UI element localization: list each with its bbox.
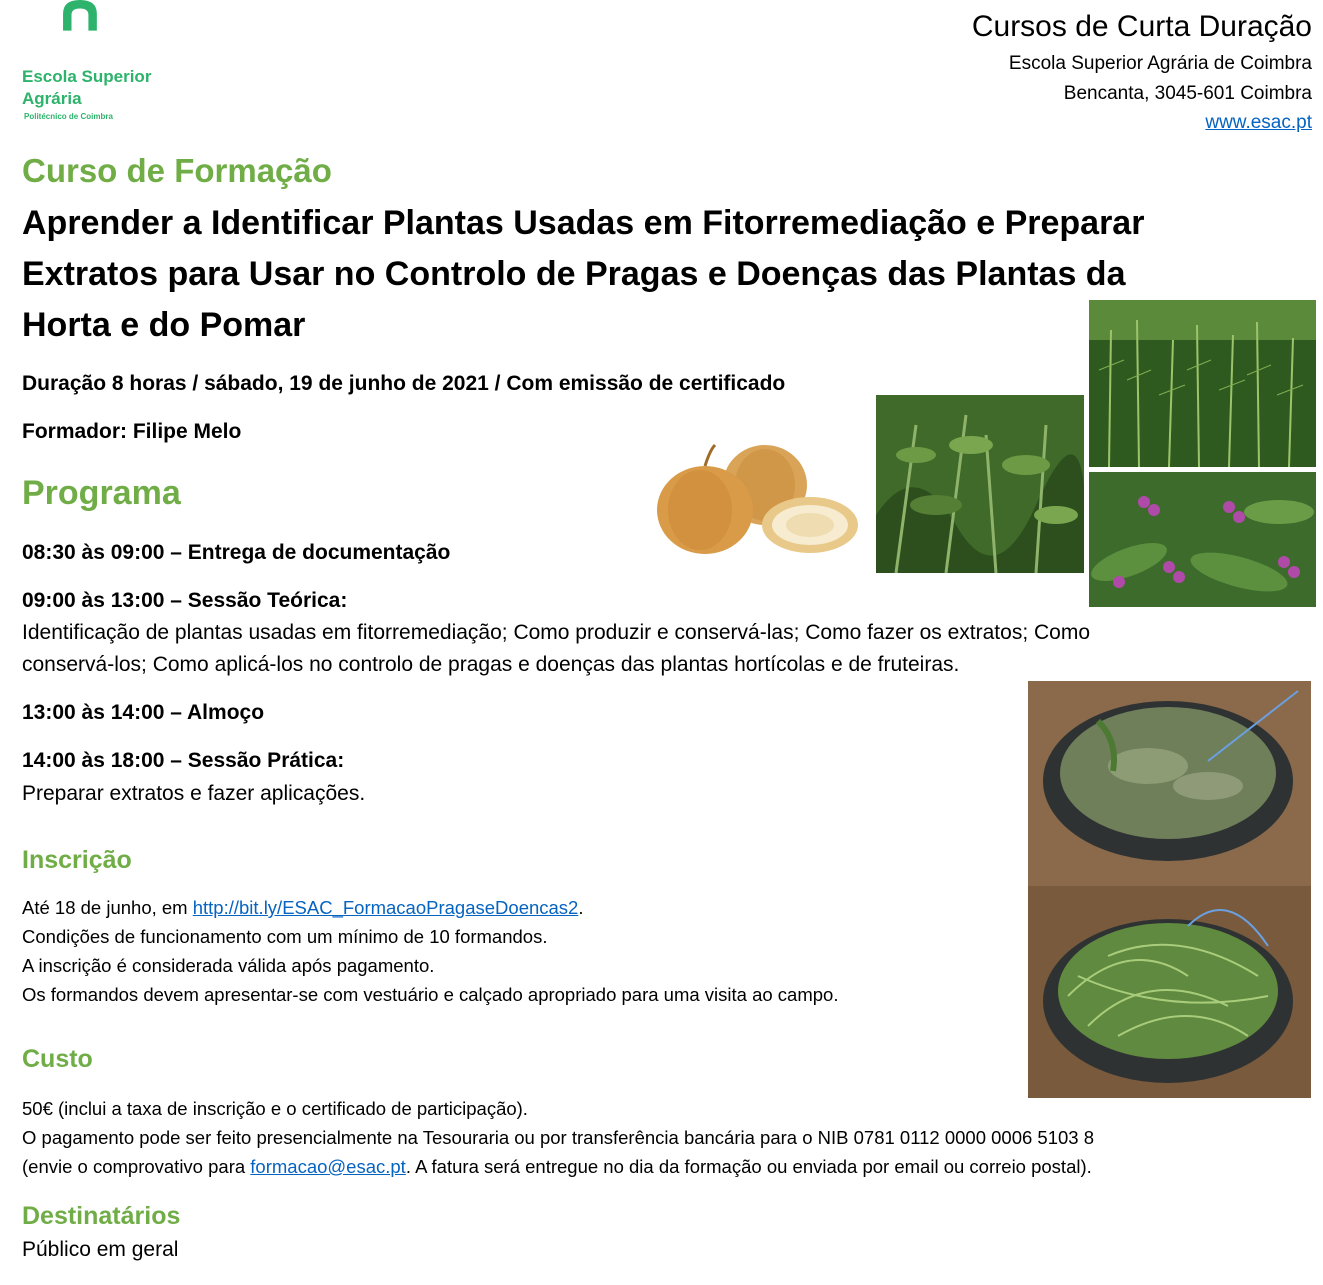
custo-line3-suffix: . A fatura será entregue no dia da formação ou enviada por email ou correio postal). — [405, 1156, 1092, 1177]
header-address: Bencanta, 3045-601 Coimbra — [1063, 83, 1312, 104]
programa-item-desc: Identificação de plantas usadas em fitorremediação; Como produzir e conservá-las; Como fazer os extratos; Como — [22, 621, 1091, 644]
email-link[interactable]: formacao@esac.pt — [250, 1156, 406, 1177]
inscricao-line2: Condições de funcionamento com um mínimo de 10 formandos. — [22, 926, 548, 947]
logo-text-line1: Escola Superior — [22, 67, 152, 86]
horsetail-plants-image — [1089, 300, 1316, 467]
custo-line1: 50€ (inclui a taxa de inscrição e o certificado de participação). — [22, 1098, 528, 1119]
custo-line3-prefix: (envie o comprovativo para — [22, 1156, 251, 1177]
horsetail-bucket-image — [1028, 886, 1311, 1098]
course-title-line: Extratos para Usar no Controlo de Pragas e Doenças das Plantas da — [22, 255, 1126, 293]
school-logo — [22, 0, 187, 66]
programa-heading: Programa — [22, 474, 181, 512]
inscricao-line3: A inscrição é considerada válida após pagamento. — [22, 955, 435, 976]
programa-item-desc: Preparar extratos e fazer aplicações. — [22, 782, 366, 805]
programa-item-time: 09:00 às 13:00 – Sessão Teórica: — [22, 589, 348, 612]
custo-line3 — [22, 1152, 1092, 1181]
programa-item-time: 13:00 às 14:00 – Almoço — [22, 701, 265, 724]
destinatarios-text: Público em geral — [22, 1238, 179, 1261]
course-trainer: Formador: Filipe Melo — [22, 420, 242, 443]
inscricao-line1-prefix: Até 18 de junho, em — [22, 897, 193, 918]
programa-item-time: 08:30 às 09:00 – Entrega de documentação — [22, 541, 451, 564]
onions-image — [655, 425, 860, 560]
logo-text-line2: Agrária — [22, 89, 82, 108]
inscricao-line1-suffix: . — [578, 897, 584, 918]
registration-link[interactable]: http://bit.ly/ESAC_FormacaoPragaseDoencas2 — [192, 897, 579, 918]
inscricao-line1 — [22, 893, 583, 922]
header-school: Escola Superior Agrária de Coimbra — [1008, 53, 1312, 74]
logo-text-line3: Politécnico de Coimbra — [24, 112, 113, 121]
course-details: Duração 8 horas / sábado, 19 de junho de 2021 / Com emissão de certificado — [22, 372, 786, 395]
programa-item-desc: conservá-los; Como aplicá-los no controlo de pragas e doenças das plantas hortícolas e de fruteiras. — [22, 653, 960, 676]
website-link[interactable]: www.esac.pt — [1205, 112, 1312, 133]
course-title-line: Aprender a Identificar Plantas Usadas em Fitorremediação e Preparar — [22, 204, 1145, 242]
inscricao-line4: Os formandos devem apresentar-se com vestuário e calçado apropriado para uma visita ao campo. — [22, 984, 839, 1005]
comfrey-flowers-image — [1089, 472, 1316, 607]
destinatarios-heading: Destinatários — [22, 1202, 181, 1230]
programa-item-time: 14:00 às 18:00 – Sessão Prática: — [22, 749, 345, 772]
header-title: Cursos de Curta Duração — [971, 10, 1312, 43]
extract-bucket-image — [1028, 681, 1311, 886]
custo-line2: O pagamento pode ser feito presencialmente na Tesouraria ou por transferência bancária para o NIB 0781 0112 0000 0006 5103 8 — [22, 1127, 1095, 1148]
custo-heading: Custo — [22, 1045, 93, 1073]
course-subtitle: Curso de Formação — [22, 152, 332, 189]
nettle-plants-image — [876, 395, 1084, 573]
inscricao-heading: Inscrição — [22, 846, 132, 874]
course-title-line: Horta e do Pomar — [22, 306, 306, 344]
